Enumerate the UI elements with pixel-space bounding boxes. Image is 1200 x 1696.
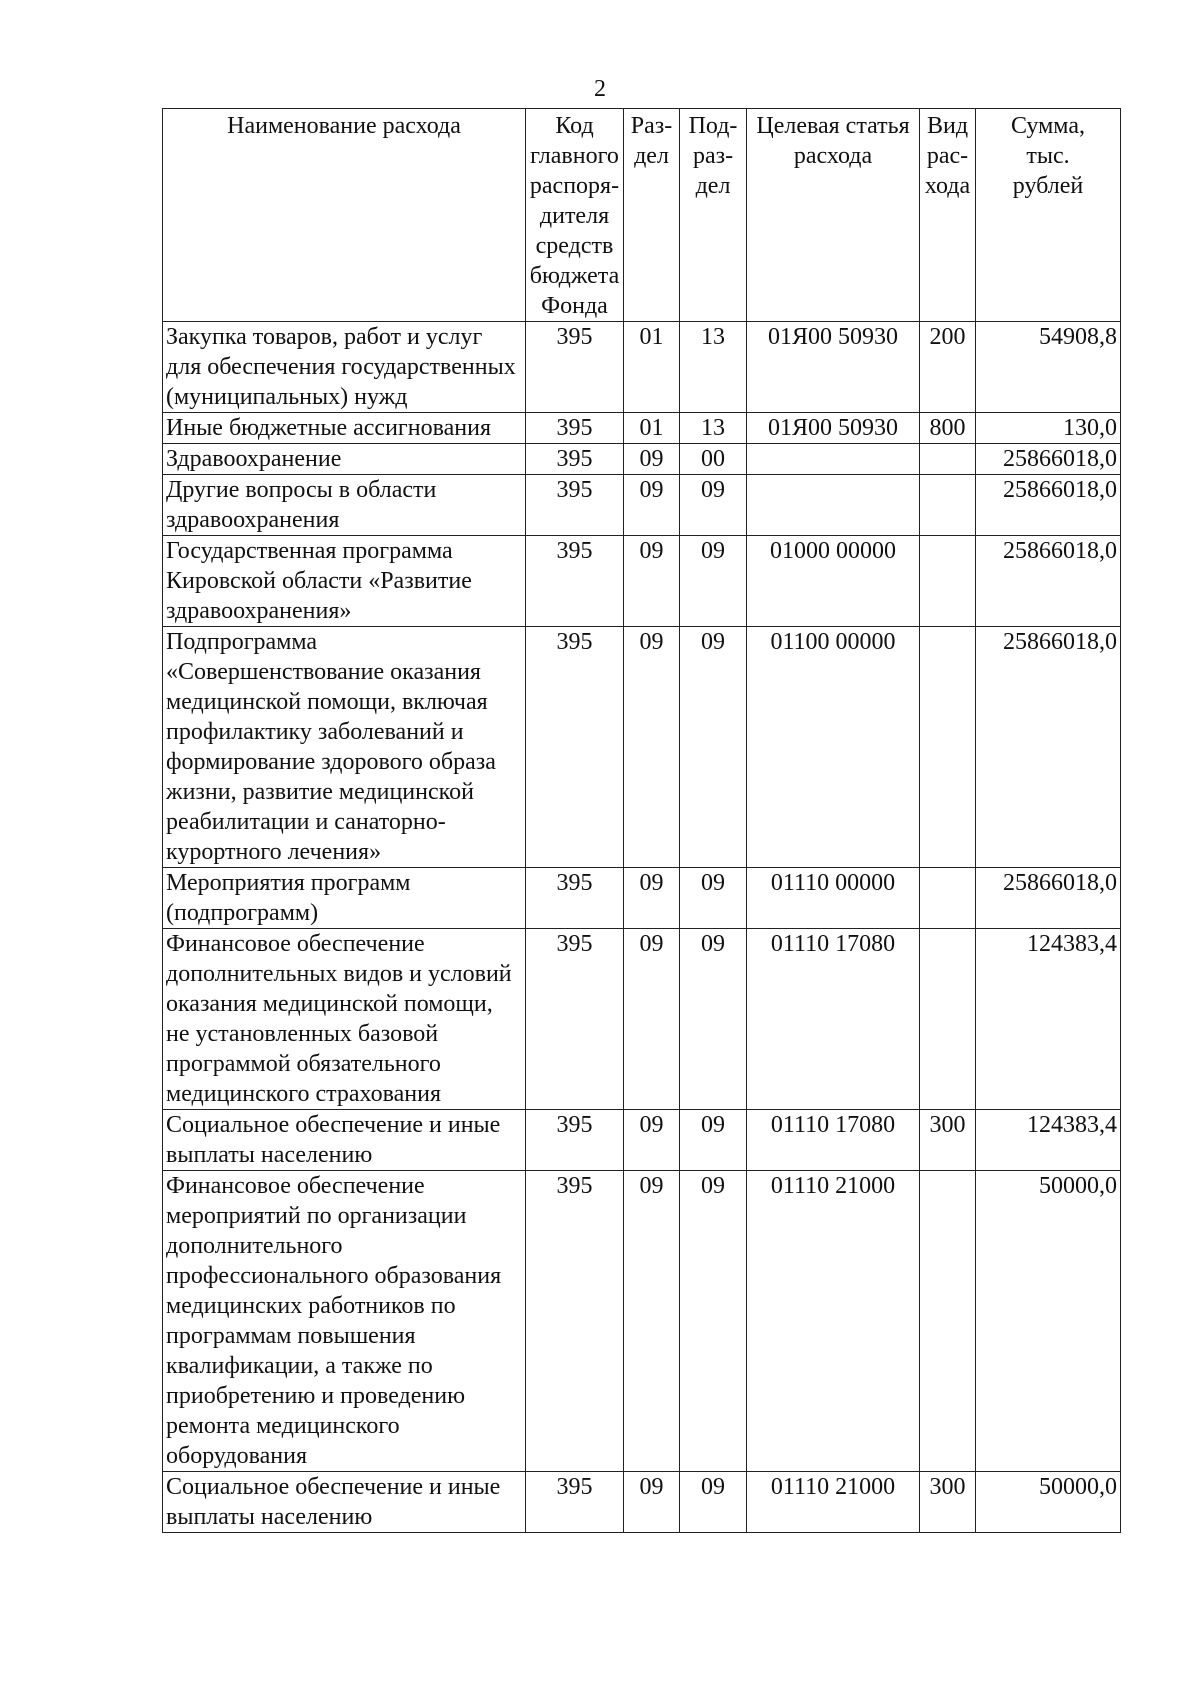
cell-kind bbox=[920, 475, 976, 536]
cell-sum: 50000,0 bbox=[976, 1472, 1121, 1533]
cell-code: 395 bbox=[526, 1472, 624, 1533]
cell-kind: 800 bbox=[920, 413, 976, 444]
cell-sum: 25866018,0 bbox=[976, 444, 1121, 475]
cell-sum: 25866018,0 bbox=[976, 868, 1121, 929]
cell-subsection: 09 bbox=[680, 1472, 747, 1533]
cell-kind bbox=[920, 444, 976, 475]
cell-section: 09 bbox=[624, 536, 680, 627]
cell-code: 395 bbox=[526, 929, 624, 1110]
cell-kind bbox=[920, 627, 976, 868]
cell-target: 01000 00000 bbox=[747, 536, 920, 627]
cell-target: 01110 21000 bbox=[747, 1171, 920, 1472]
cell-kind: 300 bbox=[920, 1110, 976, 1171]
cell-target: 01110 17080 bbox=[747, 1110, 920, 1171]
cell-name: Социальное обеспечение и иные выплаты населению bbox=[163, 1110, 526, 1171]
cell-target: 01100 00000 bbox=[747, 627, 920, 868]
cell-sum: 130,0 bbox=[976, 413, 1121, 444]
cell-subsection: 09 bbox=[680, 627, 747, 868]
table-header-row bbox=[163, 109, 1121, 322]
cell-name: Социальное обеспечение и иные выплаты населению bbox=[163, 1472, 526, 1533]
header-manager-code: Код главного распоря- дителя средств бюджета Фонда bbox=[526, 109, 624, 322]
cell-kind bbox=[920, 868, 976, 929]
cell-target: 01110 00000 bbox=[747, 868, 920, 929]
cell-name: Иные бюджетные ассигнования bbox=[163, 413, 526, 444]
header-expense-name: Наименование расхода bbox=[163, 109, 526, 322]
cell-sum: 50000,0 bbox=[976, 1171, 1121, 1472]
cell-subsection: 09 bbox=[680, 868, 747, 929]
table-row bbox=[163, 1472, 1121, 1533]
cell-section: 09 bbox=[624, 1472, 680, 1533]
cell-target: 01Я00 50930 bbox=[747, 322, 920, 413]
cell-code: 395 bbox=[526, 413, 624, 444]
header-section: Раз- дел bbox=[624, 109, 680, 322]
cell-section: 09 bbox=[624, 475, 680, 536]
table-row bbox=[163, 929, 1121, 1110]
cell-kind bbox=[920, 929, 976, 1110]
cell-code: 395 bbox=[526, 627, 624, 868]
cell-name: Здравоохранение bbox=[163, 444, 526, 475]
cell-section: 01 bbox=[624, 322, 680, 413]
cell-subsection: 09 bbox=[680, 929, 747, 1110]
cell-sum: 25866018,0 bbox=[976, 536, 1121, 627]
table-row bbox=[163, 536, 1121, 627]
table-row bbox=[163, 1110, 1121, 1171]
cell-sum: 124383,4 bbox=[976, 929, 1121, 1110]
header-subsection: Под- раз- дел bbox=[680, 109, 747, 322]
cell-section: 01 bbox=[624, 413, 680, 444]
cell-name: Закупка товаров, работ и услуг для обеспечения государственных (муниципальных) нужд bbox=[163, 322, 526, 413]
table-row bbox=[163, 475, 1121, 536]
cell-section: 09 bbox=[624, 1110, 680, 1171]
cell-code: 395 bbox=[526, 868, 624, 929]
cell-sum: 54908,8 bbox=[976, 322, 1121, 413]
cell-name: Подпрограмма «Совершенствование оказания медицинской помощи, включая профилактику заболеваний и формирование здорового образа жизни, развитие медицинской реабилитации и санаторно-курортного лечения» bbox=[163, 627, 526, 868]
cell-name: Государственная программа Кировской области «Развитие здравоохранения» bbox=[163, 536, 526, 627]
cell-kind bbox=[920, 1171, 976, 1472]
cell-section: 09 bbox=[624, 929, 680, 1110]
budget-table bbox=[162, 108, 1121, 1533]
cell-kind: 200 bbox=[920, 322, 976, 413]
cell-target bbox=[747, 444, 920, 475]
cell-section: 09 bbox=[624, 444, 680, 475]
page-number: 2 bbox=[594, 76, 606, 102]
header-target-article: Целевая статья расхода bbox=[747, 109, 920, 322]
cell-target: 01Я00 50930 bbox=[747, 413, 920, 444]
cell-code: 395 bbox=[526, 444, 624, 475]
cell-subsection: 09 bbox=[680, 1110, 747, 1171]
table-row bbox=[163, 444, 1121, 475]
header-expense-kind: Вид рас- хода bbox=[920, 109, 976, 322]
cell-code: 395 bbox=[526, 536, 624, 627]
cell-code: 395 bbox=[526, 322, 624, 413]
cell-section: 09 bbox=[624, 1171, 680, 1472]
cell-name: Финансовое обеспечение дополнительных видов и условий оказания медицинской помощи, не установленных базовой программой обязательного медицинского страхования bbox=[163, 929, 526, 1110]
table-row bbox=[163, 868, 1121, 929]
cell-kind: 300 bbox=[920, 1472, 976, 1533]
cell-subsection: 09 bbox=[680, 475, 747, 536]
cell-code: 395 bbox=[526, 1171, 624, 1472]
cell-kind bbox=[920, 536, 976, 627]
cell-section: 09 bbox=[624, 868, 680, 929]
cell-sum: 25866018,0 bbox=[976, 627, 1121, 868]
cell-section: 09 bbox=[624, 627, 680, 868]
table-row bbox=[163, 627, 1121, 868]
cell-name: Финансовое обеспечение мероприятий по организации дополнительного профессионального образования медицинских работников по программам повышения квалификации, а также по приобретению и проведению ремонта медицинского оборудования bbox=[163, 1171, 526, 1472]
table-row bbox=[163, 413, 1121, 444]
cell-subsection: 13 bbox=[680, 322, 747, 413]
cell-subsection: 09 bbox=[680, 536, 747, 627]
cell-target: 01110 21000 bbox=[747, 1472, 920, 1533]
cell-name: Другие вопросы в области здравоохранения bbox=[163, 475, 526, 536]
cell-target: 01110 17080 bbox=[747, 929, 920, 1110]
cell-code: 395 bbox=[526, 475, 624, 536]
cell-subsection: 13 bbox=[680, 413, 747, 444]
table-row bbox=[163, 322, 1121, 413]
cell-name: Мероприятия программ (подпрограмм) bbox=[163, 868, 526, 929]
cell-sum: 25866018,0 bbox=[976, 475, 1121, 536]
cell-subsection: 09 bbox=[680, 1171, 747, 1472]
cell-subsection: 00 bbox=[680, 444, 747, 475]
header-sum: Сумма, тыс. рублей bbox=[976, 109, 1121, 322]
cell-target bbox=[747, 475, 920, 536]
cell-code: 395 bbox=[526, 1110, 624, 1171]
table-row bbox=[163, 1171, 1121, 1472]
cell-sum: 124383,4 bbox=[976, 1110, 1121, 1171]
